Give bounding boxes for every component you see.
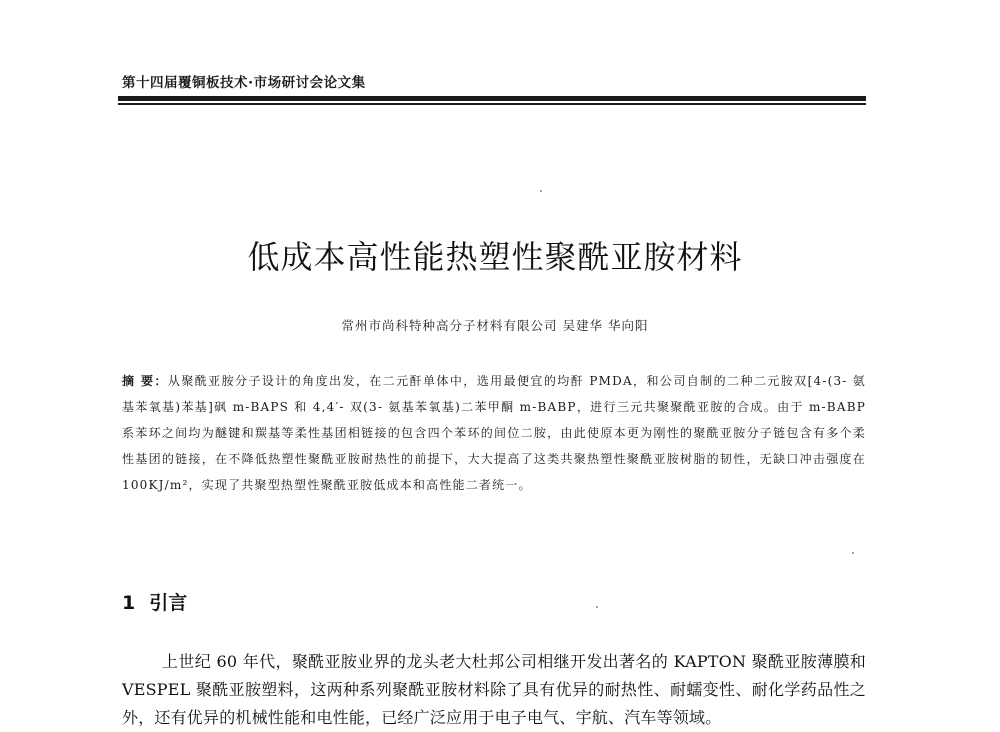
author-affiliation: 常州市尚科特种高分子材料有限公司 吴建华 华向阳 <box>341 318 649 333</box>
scan-speck <box>852 552 854 554</box>
running-header: 第十四届覆铜板技术·市场研讨会论文集 <box>122 75 366 91</box>
header-rule-thick <box>118 96 866 101</box>
abstract-text: 从聚酰亚胺分子设计的角度出发，在二元酐单体中，选用最便宜的均酐 PMDA，和公司自制的二种二元胺双[4-(3- 氨基苯氧基)苯基]砜 m-BAPS 和 4,4′- 双(3- 氨基苯氧基)二苯甲酮 m-BABP，进行三元共聚聚酰亚胺的合成。由于 m-BABP 系苯环之间均为醚键和羰基等柔性基团相链接的包含四个苯环的间位二胺，由此使原本更为刚性的聚酰亚胺分子链包含有多个柔性基团的链接，在不降低热塑性聚酰亚胺耐热性的前提下，大大提高了这类共聚热塑性聚酰亚胺树脂的韧性，无缺口冲击强度在 100KJ/m²，实现了共聚型热塑性聚酰亚胺低成本和高性能二者统一。 <box>122 374 866 492</box>
scan-speck <box>596 606 598 608</box>
abstract <box>122 368 866 498</box>
section-number: 1 <box>122 592 136 614</box>
header-rule-thin <box>118 103 866 105</box>
paper-title: 低成本高性能热塑性聚酰亚胺材料 <box>247 238 743 276</box>
scan-speck <box>540 190 542 192</box>
section-heading <box>122 588 187 615</box>
section-title: 引言 <box>149 592 188 614</box>
body-paragraph: 上世纪 60 年代，聚酰亚胺业界的龙头老大杜邦公司相继开发出著名的 KAPTON 聚酰亚胺薄膜和 VESPEL 聚酰亚胺塑料，这两种系列聚酰亚胺材料除了具有优异的耐热性、耐蠕变性、耐化学药品性之外，还有优异的机械性能和电性能，已经广泛应用于电子电气、宇航、汽车等领域。 <box>122 652 866 727</box>
abstract-label: 摘 要： <box>122 374 168 388</box>
body-text <box>122 648 866 732</box>
